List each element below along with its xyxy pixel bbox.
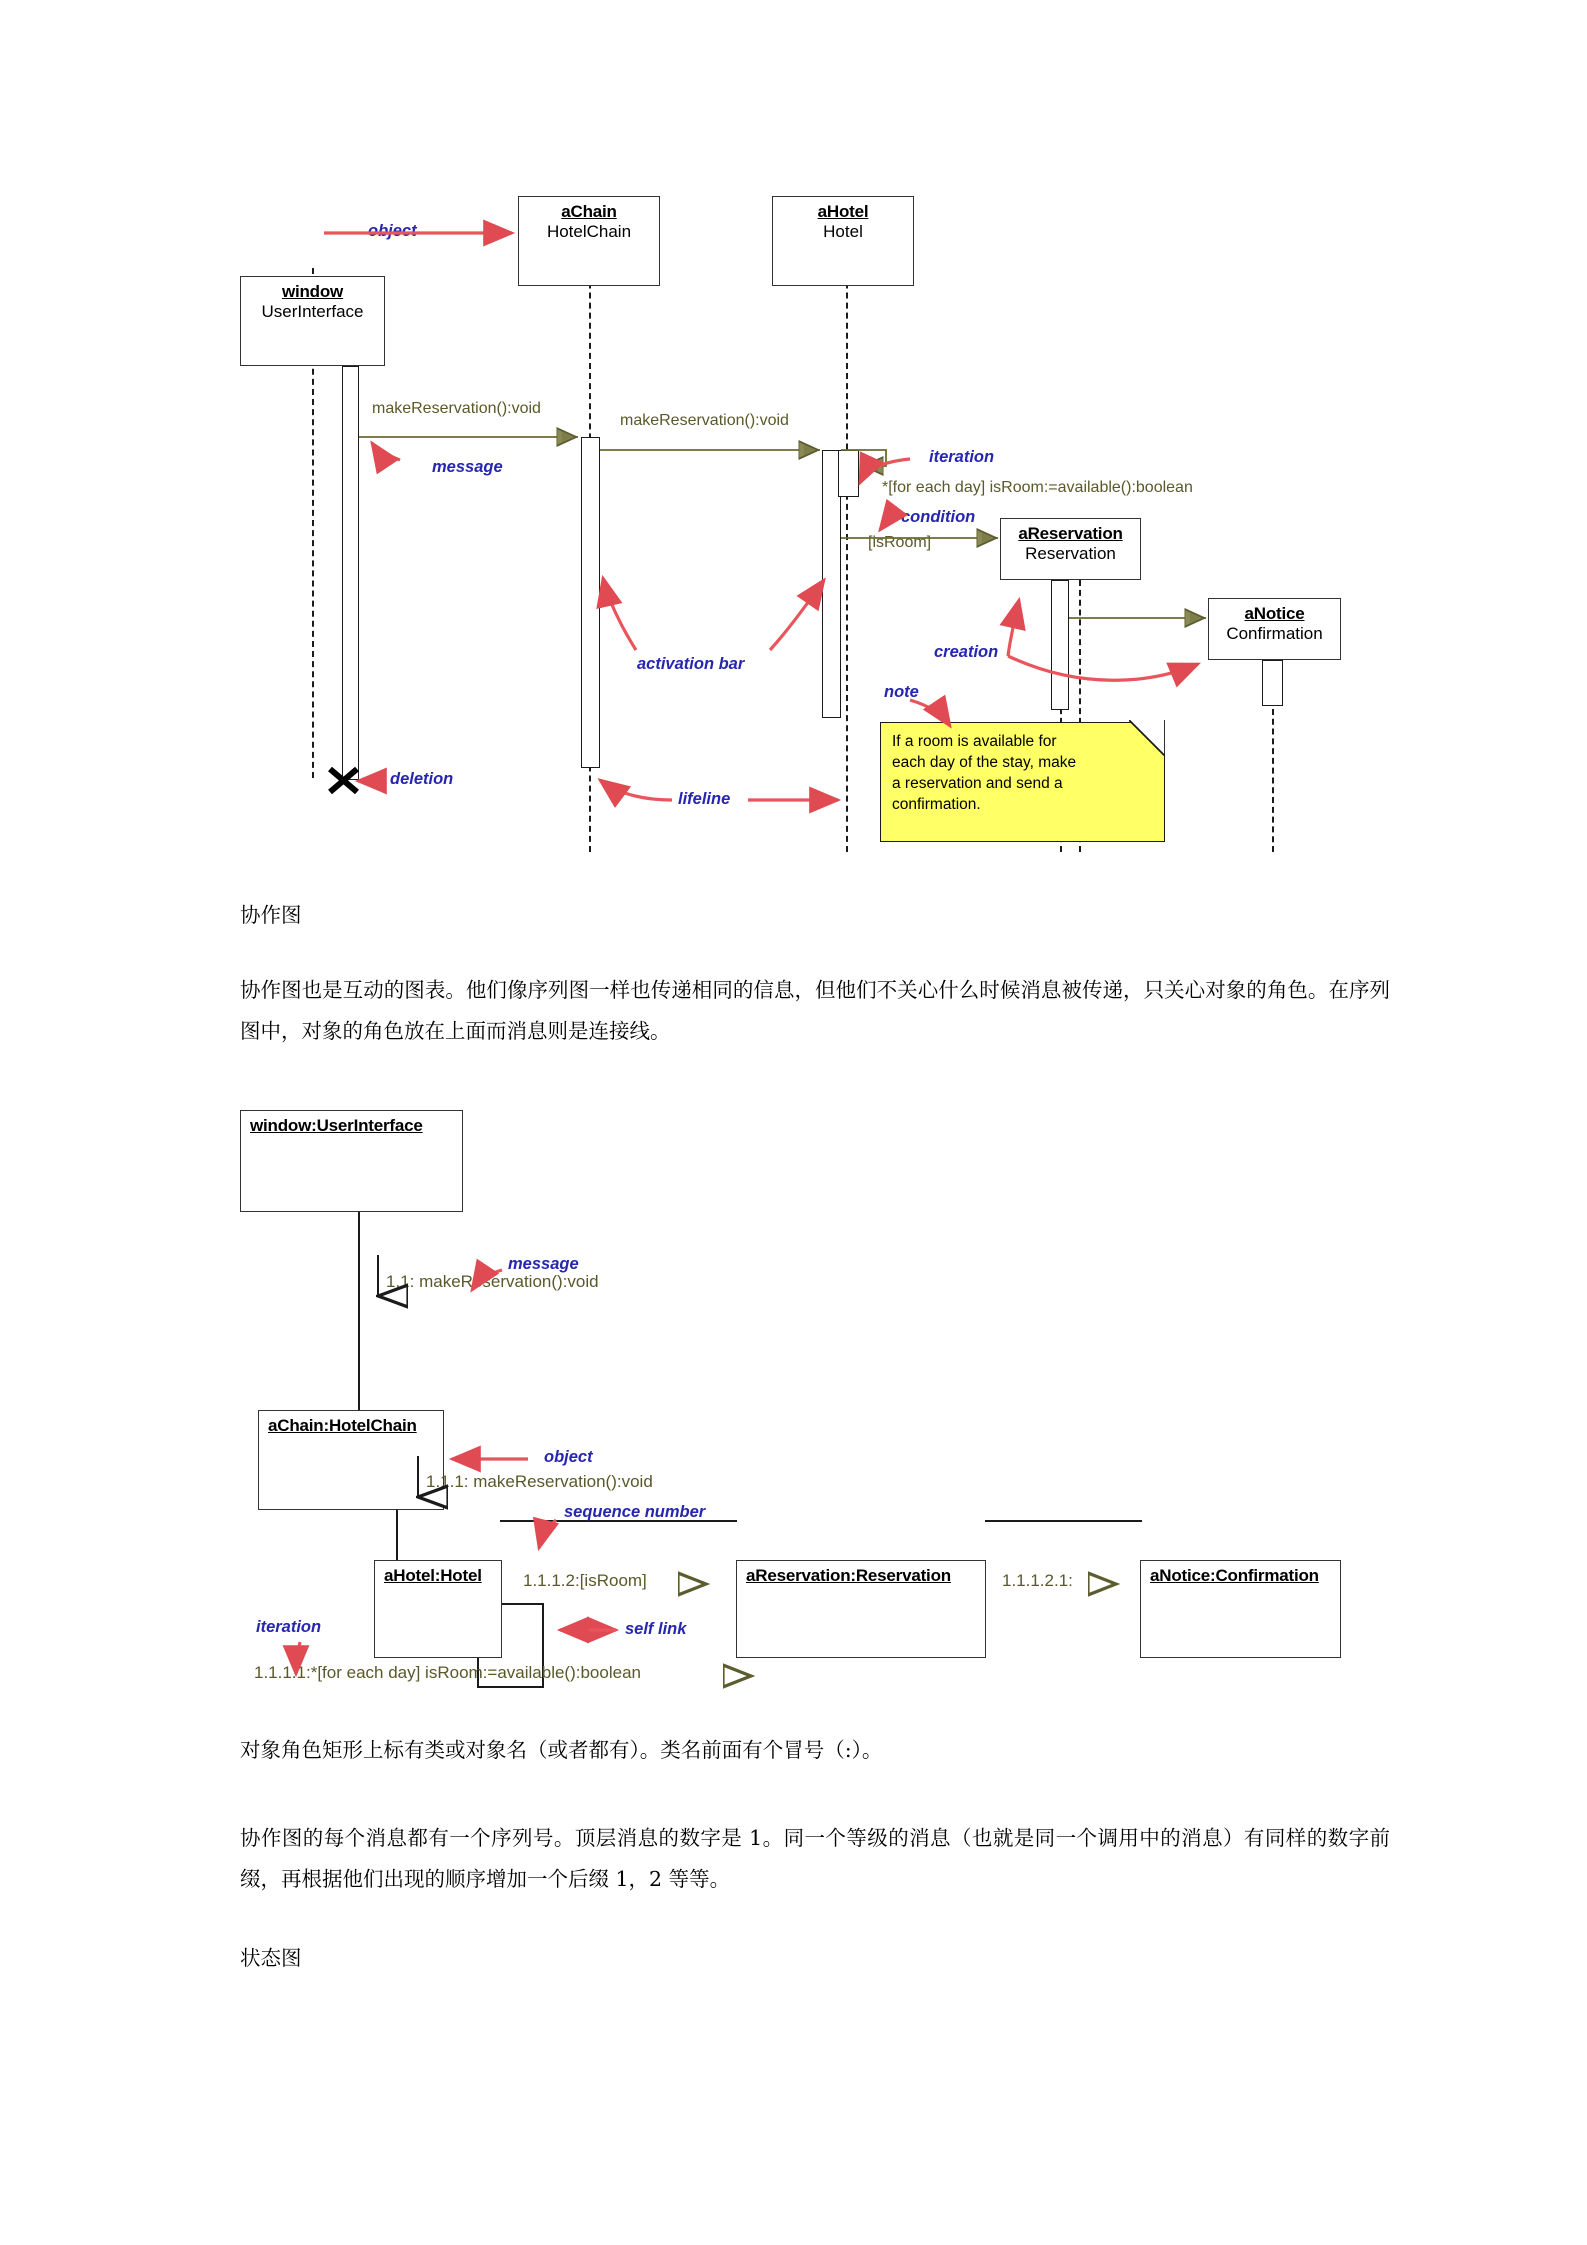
- annotation-condition: condition: [901, 508, 976, 526]
- note-line-1: If a room is available for: [892, 733, 1057, 750]
- note-line-4: confirmation.: [892, 796, 981, 813]
- message-label-2: makeReservation():void: [620, 412, 789, 429]
- collab-annotation-object: object: [544, 1448, 593, 1466]
- message-label-3: *[for each day] isRoom:=available():boolean: [882, 479, 1193, 496]
- annotation-object: object: [368, 222, 417, 240]
- collab-object-label-achain: aChain:HotelChain: [268, 1416, 417, 1435]
- paragraph-object-role: 对象角色矩形上标有类或对象名（或者都有）。类名前面有个冒号（:）。: [240, 1738, 883, 1762]
- collab-annotation-message: message: [508, 1255, 579, 1273]
- annotation-deletion: deletion: [390, 770, 454, 788]
- object-class-window: UserInterface: [261, 302, 364, 321]
- object-name-achain: aChain: [561, 202, 617, 221]
- collab-object-label-areservation: aReservation:Reservation: [746, 1566, 951, 1585]
- sequence-annotation-arrows: [0, 0, 1587, 870]
- collab-message-label-1: 1.1: makeReservation():void: [386, 1272, 599, 1291]
- object-class-achain: HotelChain: [546, 222, 632, 241]
- annotation-message: message: [432, 458, 503, 476]
- annotation-creation: creation: [934, 643, 999, 661]
- annotation-lifeline: lifeline: [678, 790, 731, 808]
- annotation-iteration: iteration: [929, 448, 995, 466]
- heading-state-diagram: 状态图: [240, 1946, 302, 1970]
- object-name-areservation: aReservation: [1018, 524, 1123, 543]
- annotation-activation-bar: activation bar: [637, 655, 745, 673]
- object-class-anotice: Confirmation: [1226, 624, 1323, 643]
- paragraph-sequence-number: 协作图的每个消息都有一个序列号。顶层消息的数字是 1。同一个等级的消息（也就是同一个调用中的消息）有同样的数字前缀，再根据他们出现的顺序增加一个后缀 1，2 等等。: [240, 1826, 1390, 1891]
- collab-object-label-window: window:UserInterface: [250, 1116, 423, 1135]
- object-class-areservation: Reservation: [1025, 544, 1116, 563]
- collab-object-label-ahotel: aHotel:Hotel: [384, 1566, 482, 1585]
- collab-message-label-5: 1.1.1.1:*[for each day] isRoom:=available():boolean: [254, 1663, 641, 1682]
- object-class-ahotel: Hotel: [823, 222, 863, 241]
- annotation-note: note: [884, 683, 919, 701]
- heading-collaboration: 协作图: [240, 903, 302, 927]
- sequence-diagram: [0, 0, 1587, 870]
- collab-message-label-4: 1.1.1.2.1:: [1002, 1571, 1073, 1590]
- collab-annotation-arrows: [0, 1090, 1587, 1700]
- object-name-ahotel: aHotel: [817, 202, 869, 221]
- collab-annotation-selflink: self link: [625, 1620, 687, 1638]
- message-label-4: [isRoom]: [868, 534, 932, 551]
- collab-message-label-3: 1.1.1.2:[isRoom]: [523, 1571, 647, 1590]
- collab-annotation-iteration: iteration: [256, 1618, 322, 1636]
- paragraph-collaboration: 协作图也是互动的图表。他们像序列图一样也传递相同的信息，但他们不关心什么时候消息被传递，只关心对象的角色。在序列图中，对象的角色放在上面而消息则是连接线。: [240, 978, 1390, 1043]
- object-name-window: window: [281, 282, 344, 301]
- collab-message-label-2: 1.1.1: makeReservation():void: [426, 1472, 653, 1491]
- collaboration-diagram: [0, 1090, 1587, 1700]
- note-line-3: a reservation and send a: [892, 775, 1063, 792]
- collab-annotation-seqnum: sequence number: [564, 1503, 706, 1521]
- collab-object-label-anotice: aNotice:Confirmation: [1150, 1566, 1319, 1585]
- object-name-anotice: aNotice: [1244, 604, 1305, 623]
- message-label-1: makeReservation():void: [372, 400, 541, 417]
- note-line-2: each day of the stay, make: [892, 754, 1077, 771]
